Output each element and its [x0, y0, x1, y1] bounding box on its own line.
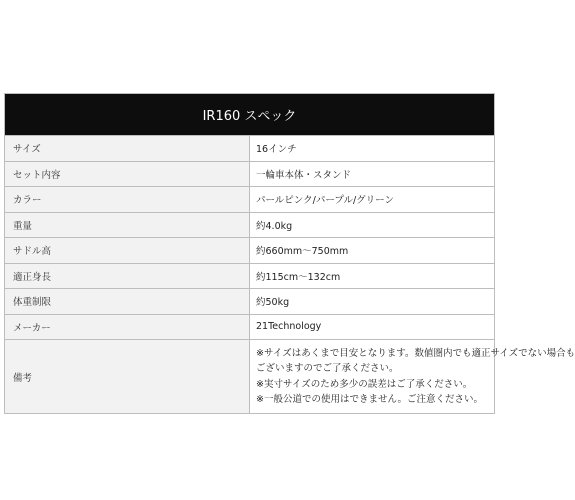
row-value-height: 約115cm～132cm [250, 263, 495, 289]
row-label-saddle-height: サドル高 [5, 238, 250, 264]
row-label-color: カラー [5, 187, 250, 213]
row-label-maker: メーカー [5, 314, 250, 340]
table-row [5, 187, 495, 213]
table-row [5, 212, 495, 238]
row-label-height: 適正身長 [5, 263, 250, 289]
row-label-weight-limit: 体重制限 [5, 289, 250, 315]
note-line: ※一般公道での使用はできません。ご注意ください。 [256, 394, 484, 405]
table-row [5, 289, 495, 315]
note-line: ございますのでご了承ください。 [256, 363, 399, 374]
note-line: ※サイズはあくまで目安となります。数値圏内でも適正サイズでない場合も [256, 347, 575, 359]
row-value-weight: 約4.0kg [250, 212, 495, 238]
table-row [5, 238, 495, 264]
row-value-notes [250, 340, 575, 414]
table-row [5, 263, 495, 289]
table-title: IR160 スペック [5, 94, 495, 136]
title-row [5, 94, 495, 136]
table-row-notes [5, 340, 495, 414]
row-value-weight-limit: 約50kg [250, 289, 495, 315]
row-value-set-contents: 一輪車本体・スタンド [250, 161, 495, 187]
row-value-color: パールピンク/パープル/グリーン [250, 187, 495, 213]
row-label-weight: 重量 [5, 212, 250, 238]
table-row [5, 161, 495, 187]
row-label-set-contents: セット内容 [5, 161, 250, 187]
spec-table [4, 93, 575, 414]
table-row [5, 136, 495, 162]
row-label-notes: 備考 [5, 340, 250, 414]
table-row [5, 314, 495, 340]
row-label-size: サイズ [5, 136, 250, 162]
row-value-size: 16インチ [250, 136, 495, 162]
note-line: ※実寸サイズのため多少の誤差はご了承ください。 [256, 378, 473, 390]
row-value-maker: 21Technology [250, 314, 495, 340]
row-value-saddle-height: 約660mm～750mm [250, 238, 495, 264]
